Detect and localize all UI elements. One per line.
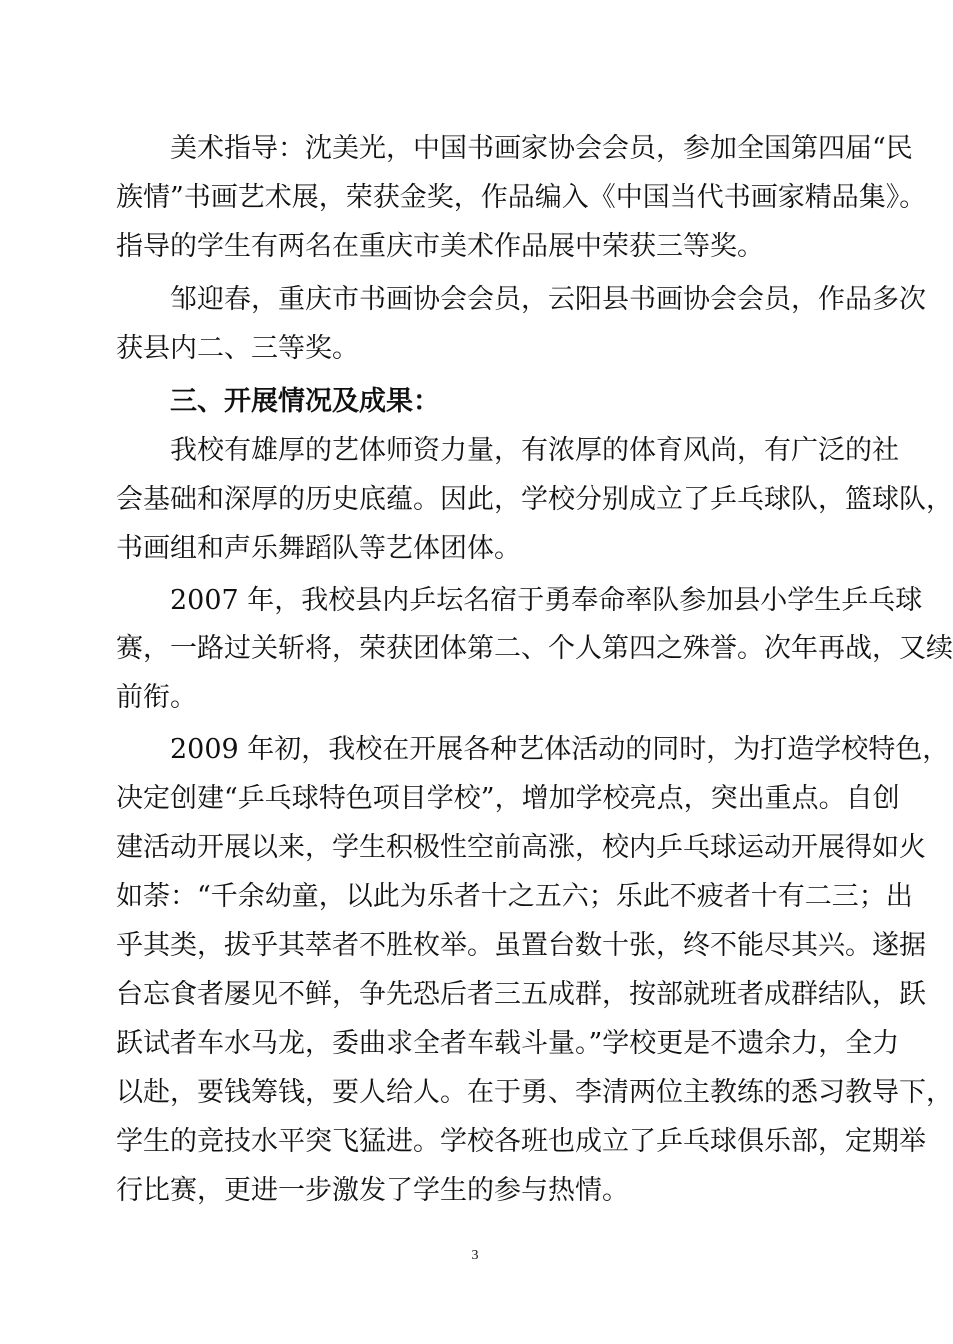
paragraph-line: 学生的竞技水平突飞猛进。学校各班也成立了乒乓球俱乐部，定期举 xyxy=(116,1126,926,1157)
paragraph-line: 行比赛，更进一步激发了学生的参与热情。 xyxy=(116,1175,629,1206)
paragraph-line: 以赴，要钱筹钱，要人给人。在于勇、李清两位主教练的悉习教导下， xyxy=(116,1077,953,1108)
paragraph-line: 台忘食者屡见不鲜，争先恐后者三五成群，按部就班者成群结队，跃 xyxy=(116,979,926,1010)
paragraph-line: 前衔。 xyxy=(116,682,197,713)
section-heading: 三、开展情况及成果： xyxy=(170,386,440,417)
page-number: 3 xyxy=(471,1248,479,1263)
paragraph-line: 族情”书画艺术展，荣获金奖，作品编入《中国当代书画家精品集》。 xyxy=(116,182,927,213)
paragraph-line: 如荼：“千余幼童，以此为乐者十之五六；乐此不疲者十有二三；出 xyxy=(116,881,913,912)
paragraph-line: 乎其类，拔乎其萃者不胜枚举。虽置台数十张，终不能尽其兴。遂据 xyxy=(116,930,926,961)
paragraph-line: 我校有雄厚的艺体师资力量，有浓厚的体育风尚，有广泛的社 xyxy=(170,435,899,466)
paragraph-line: 建活动开展以来，学生积极性空前高涨，校内乒乓球运动开展得如火 xyxy=(116,832,926,863)
paragraph-line: 指导的学生有两名在重庆市美术作品展中荣获三等奖。 xyxy=(116,231,764,262)
paragraph-line: 赛，一路过关斩将，荣获团体第二、个人第四之殊誉。次年再战，又续 xyxy=(116,633,953,664)
paragraph-line: 美术指导：沈美光，中国书画家协会会员，参加全国第四届“民 xyxy=(170,133,913,164)
paragraph-line: 获县内二、三等奖。 xyxy=(116,333,359,364)
paragraph-line: 决定创建“乒乓球特色项目学校”，增加学校亮点，突出重点。自创 xyxy=(116,783,900,814)
paragraph-line: 书画组和声乐舞蹈队等艺体团体。 xyxy=(116,533,521,564)
paragraph-line: 会基础和深厚的历史底蕴。因此，学校分别成立了乒乓球队，篮球队， xyxy=(116,484,953,515)
paragraph-line: 跃试者车水马龙，委曲求全者车载斗量。”学校更是不遗余力，全力 xyxy=(116,1028,900,1059)
paragraph-line: 2009 年初，我校在开展各种艺体活动的同时，为打造学校特色， xyxy=(170,734,950,765)
paragraph-line: 2007 年，我校县内乒坛名宿于勇奉命率队参加县小学生乒乓球 xyxy=(170,585,923,616)
paragraph-line: 邹迎春，重庆市书画协会会员，云阳县书画协会会员，作品多次 xyxy=(170,284,926,315)
